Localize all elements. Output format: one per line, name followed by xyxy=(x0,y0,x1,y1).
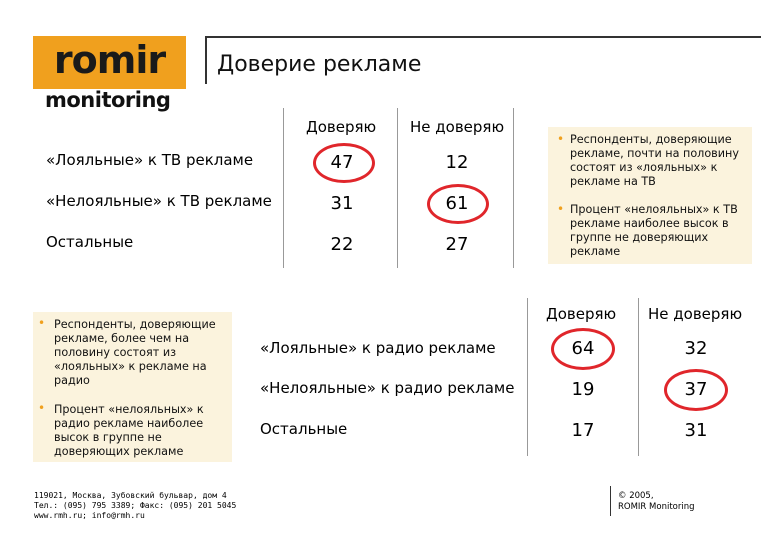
bullet-icon: • xyxy=(557,132,565,146)
tv-value-distrust: 61 xyxy=(445,193,469,214)
footer-web: www.rmh.ru; info@rmh.ru xyxy=(34,511,145,520)
radio-value-trust: 19 xyxy=(571,379,595,400)
tv-value-distrust: 27 xyxy=(445,234,469,255)
footer-address: 119021, Москва, Зубовский бульвар, дом 4 xyxy=(34,491,227,500)
title-rule-vertical xyxy=(205,36,207,84)
footer-copyright xyxy=(618,491,695,513)
tv-col-divider xyxy=(397,108,398,268)
bullet-icon: • xyxy=(38,401,46,415)
radio-value-distrust: 37 xyxy=(684,379,708,400)
radio-note: Респонденты, доверяющие рекламе, более чем на половину состоят из «лояльных» к рекламе на радио xyxy=(54,318,216,387)
tv-header-trust: Доверяю xyxy=(306,118,377,136)
tv-header-distrust: Не доверяю xyxy=(410,118,505,136)
tv-value-distrust: 12 xyxy=(445,152,469,173)
tv-col-divider xyxy=(283,108,284,268)
radio-value-trust: 17 xyxy=(571,420,595,441)
tv-notes-box xyxy=(548,127,752,264)
radio-value-distrust: 32 xyxy=(684,338,708,359)
radio-col-divider xyxy=(638,298,639,456)
tv-value-trust: 31 xyxy=(330,193,354,214)
tv-value-trust: 47 xyxy=(330,152,354,173)
title-rule xyxy=(205,36,761,38)
bullet-icon: • xyxy=(38,316,46,330)
logo-word: romir xyxy=(53,38,166,82)
radio-row-label: «Нелояльные» к радио рекламе xyxy=(260,379,515,397)
tv-row-label: Остальные xyxy=(46,233,134,251)
copyright-text: © 2005, xyxy=(618,491,654,501)
tv-note: Процент «нелояльных» к ТВ рекламе наиболее высок в группе не доверяющих рекламе xyxy=(570,203,738,258)
radio-col-divider xyxy=(527,298,528,456)
logo-subtitle: monitoring xyxy=(45,88,171,112)
company-name: ROMIR Monitoring xyxy=(618,502,695,512)
logo xyxy=(33,36,186,89)
footer-divider xyxy=(610,486,611,516)
bullet-icon: • xyxy=(557,202,565,216)
tv-col-divider xyxy=(513,108,514,268)
radio-value-trust: 64 xyxy=(571,338,595,359)
tv-value-trust: 22 xyxy=(330,234,354,255)
tv-note: Респонденты, доверяющие рекламе, почти на половину состоят из «лояльных» к рекламе на ТВ xyxy=(570,133,739,188)
radio-header-distrust: Не доверяю xyxy=(648,305,743,323)
radio-row-label: Остальные xyxy=(260,420,348,438)
radio-value-distrust: 31 xyxy=(684,420,708,441)
tv-row-label: «Нелояльные» к ТВ рекламе xyxy=(46,192,272,210)
page-title: Доверие рекламе xyxy=(217,52,422,77)
tv-row-label: «Лояльные» к ТВ рекламе xyxy=(46,151,254,169)
radio-note: Процент «нелояльных» к радио рекламе наиболее высок в группе не доверяющих рекламе xyxy=(54,403,204,458)
footer-phone: Тел.: (095) 795 3389; Факс: (095) 201 5045 xyxy=(34,501,237,510)
radio-header-trust: Доверяю xyxy=(546,305,617,323)
radio-row-label: «Лояльные» к радио рекламе xyxy=(260,339,496,357)
radio-notes-box xyxy=(33,312,232,462)
